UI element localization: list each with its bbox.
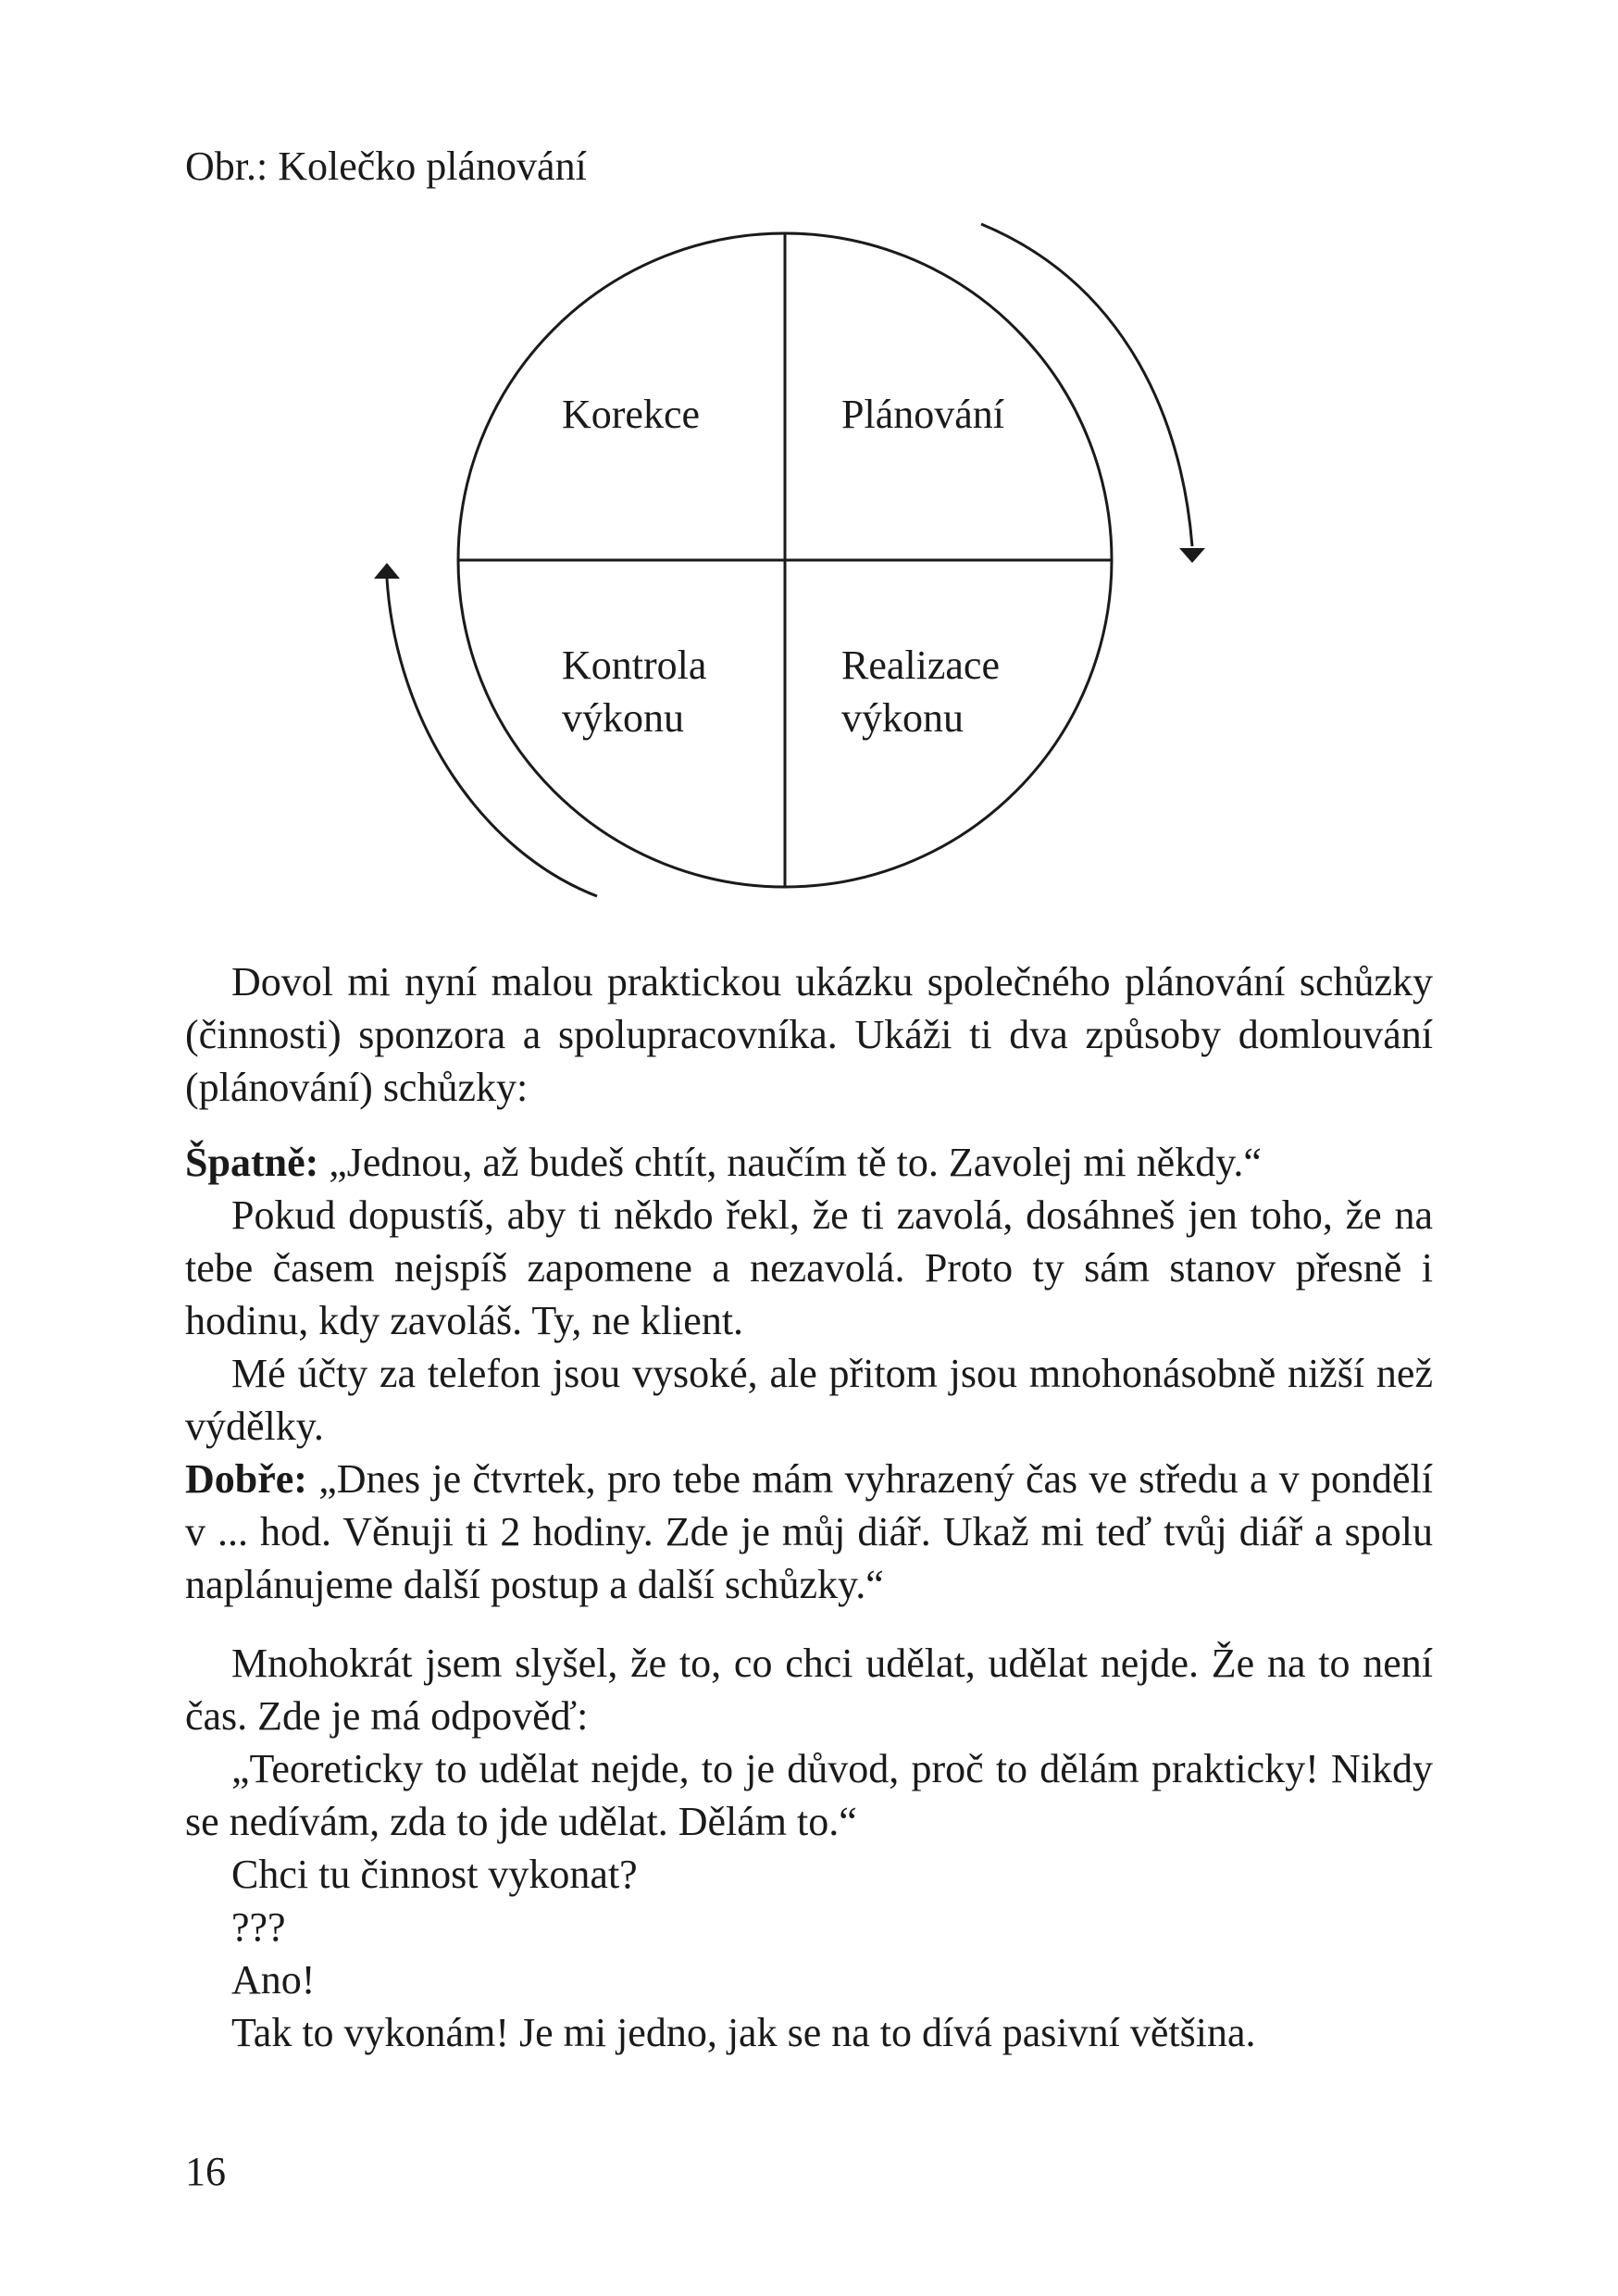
planning-wheel-diagram — [0, 0, 1618, 926]
quadrant-label-kontrola: Kontrola — [562, 643, 707, 688]
line-question: Chci tu činnost vykonat? — [231, 1852, 638, 1897]
good-label: Dobře: — [185, 1456, 307, 1502]
paragraph-often-heard: Mnohokrát jsem slyšel, že to, co chci udělat, udělat nejde. Že na to není čas. Zde je má odpověď: — [185, 1641, 1433, 1739]
paragraph-intro: Dovol mi nyní malou praktickou ukázku společného plánování schůzky (činnosti) sponzora a spolupracovníka. Ukáži ti dva způsoby domlouvání (plánování) schůzky: — [185, 959, 1433, 1110]
line-conclusion: Tak to vykonám! Je mi jedno, jak se na to dívá pasivní většina. — [231, 2010, 1256, 2055]
page-number: 16 — [185, 2149, 226, 2194]
good-quote: „Dnes je čtvrtek, pro tebe mám vyhrazený čas ve středu a v pondělí v ... hod. Věnuji ti 2 hodiny. Zde je můj diář. Ukaž mi teď tvůj diář a spolu naplánujeme další postup a další schůzky.“ — [185, 1456, 1433, 1607]
body-text — [185, 955, 1433, 2059]
quadrant-label-realizace-vykonu: výkonu — [841, 695, 964, 741]
line-yes: Ano! — [231, 1957, 316, 2003]
quadrant-label-korekce: Korekce — [562, 392, 701, 437]
clockwise-arrow-arc-right — [981, 224, 1192, 546]
line-question-marks: ??? — [231, 1904, 286, 1950]
paragraph-explanation: Pokud dopustíš, aby ti někdo řekl, že ti zavolá, dosáhneš jen toho, že na tebe časem nejspíš zapomene a nezavolá. Proto ty sám stanov přesně i hodinu, kdy zavoláš. Ty, ne klient. — [185, 1192, 1433, 1343]
bad-quote: „Jednou, až budeš chtít, naučím tě to. Zavolej mi někdy.“ — [318, 1140, 1262, 1185]
paragraph-answer-quote: „Teoreticky to udělat nejde, to je důvod, proč to dělám prakticky! Nikdy se nedívám, zda to jde udělat. Dělám to.“ — [185, 1746, 1433, 1844]
arrowhead-down-icon — [1179, 548, 1205, 563]
bad-label: Špatně: — [185, 1140, 319, 1185]
paragraph-phone-bills: Mé účty za telefon jsou vysoké, ale přitom jsou mnohonásobně nižší než výdělky. — [185, 1351, 1433, 1449]
figure-caption: Obr.: Kolečko plánování — [185, 144, 587, 189]
arrowhead-up-icon — [374, 563, 400, 579]
quadrant-label-realizace: Realizace — [841, 643, 1000, 688]
quadrant-label-kontrola-vykonu: výkonu — [562, 695, 684, 741]
quadrant-label-planovani: Plánování — [841, 392, 1004, 437]
paragraph-bad-example — [185, 1136, 1433, 1189]
paragraph-good-example — [185, 1453, 1433, 1611]
